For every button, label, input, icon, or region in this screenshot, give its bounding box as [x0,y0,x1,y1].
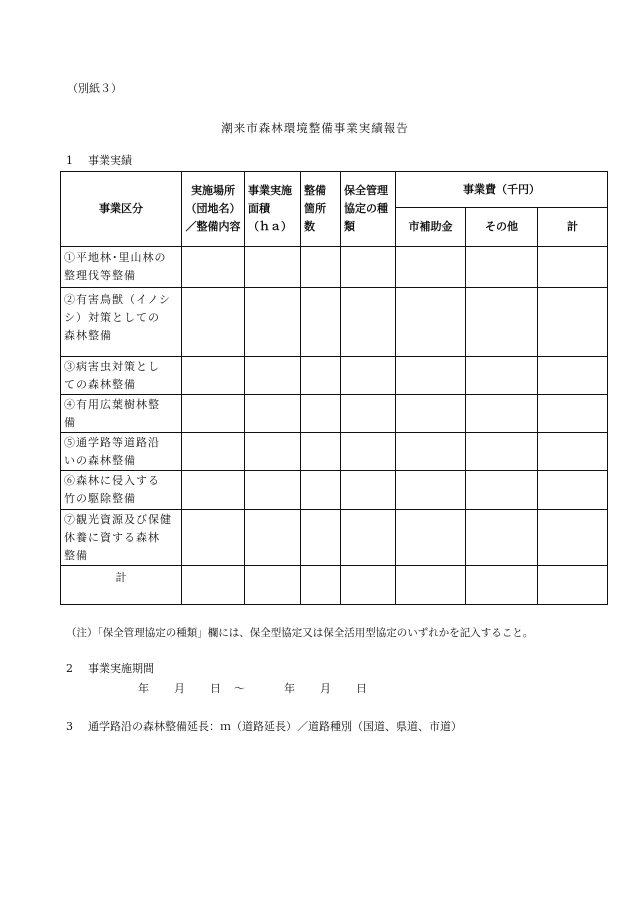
header-line: 面積 [248,202,270,215]
header-line: 整備 [304,184,326,197]
table-cell [341,433,396,471]
table-cell [396,566,466,605]
header-line: 箇所 [304,202,326,215]
header-agreement-type [341,172,396,247]
table-cell [245,471,301,510]
row-label-line: 竹の駆除整備 [64,492,136,505]
header-subsidy: 市補助金 [396,208,466,247]
table-cell [538,566,608,605]
header-area [245,172,301,247]
row-label-line: いの森林整備 [64,453,136,467]
attachment-label: （別紙３） [67,82,122,95]
row-label [61,288,182,357]
day-unit: 日 [356,682,367,695]
table-cell [538,357,608,395]
header-line: 協定の種 [344,202,388,215]
table-cell [182,357,245,395]
row-label-line: シ）対策としての [64,311,160,324]
row-label-line: ⑤通学路等道路沿 [64,435,160,449]
row-label-line: ての森林整備 [64,377,136,391]
table-cell [301,247,341,288]
table-cell [182,247,245,288]
header-line: 実施場所 [191,184,235,197]
section-number: 1 [66,154,73,167]
table-cell [301,566,341,605]
day-unit: 日 [210,682,221,695]
header-line: ／整備内容 [185,220,241,233]
month-unit: 月 [174,682,185,695]
table-cell [396,288,466,357]
header-line: 事業実施 [248,184,292,197]
table-cell [396,471,466,510]
document-title: 潮来市森林環境整備事業実績報告 [221,121,409,135]
section-number: 3 [66,720,73,733]
table-cell [466,357,538,395]
table-cell [341,510,396,566]
header-line: 類 [344,220,355,233]
table-cell [182,395,245,433]
table-cell [341,471,396,510]
table-cell [538,433,608,471]
table-cell [341,395,396,433]
section-number: 2 [66,662,73,675]
row-label [61,357,182,395]
row-label-line: ⑦観光資源及び保健 [64,512,172,526]
period-date-line [138,680,380,696]
row-label [61,247,182,288]
table-cell [245,288,301,357]
table-cell [182,288,245,357]
section-2-heading [66,660,154,676]
header-total: 計 [538,208,608,247]
table-cell [182,510,245,566]
section-title: 事業実施期間 [88,662,154,675]
table-cell [396,433,466,471]
header-other: その他 [466,208,538,247]
table-cell [396,395,466,433]
row-label [61,471,182,510]
row-label [61,395,182,433]
table-cell [341,288,396,357]
table-row [61,288,608,357]
row-label-line: 整理伐等整備 [64,269,136,282]
table-cell [466,510,538,566]
header-category: 事業区分 [61,172,182,247]
table-cell [245,247,301,288]
table-cell [538,247,608,288]
header-line: （ｈａ） [248,220,292,233]
header-line: （団地名） [185,202,241,215]
section-1-heading [66,152,132,168]
row-label [61,433,182,471]
table-cell [182,471,245,510]
table-cell [301,357,341,395]
row-label-line: ④有用広葉樹林整 [64,397,160,411]
table-cell [538,471,608,510]
table-cell [301,395,341,433]
table-row [61,471,608,510]
row-label-line: ⑥森林に侵入する [64,474,160,487]
table-row [61,357,608,395]
table-cell [396,510,466,566]
row-label-line: 整備 [64,548,88,562]
header-line: 保全管理 [344,184,388,197]
table-cell [245,395,301,433]
header-cost-group: 事業費（千円） [396,172,608,208]
row-label-line: ①平地林･里山林の [64,251,167,264]
section-3-line [66,718,462,734]
table-row [61,247,608,288]
table-cell [245,510,301,566]
table-cell [466,433,538,471]
total-row-label: 計 [61,566,182,605]
table-cell [245,433,301,471]
row-label [61,510,182,566]
month-unit: 月 [320,682,331,695]
table-cell [538,395,608,433]
table-cell [182,566,245,605]
table-cell [301,433,341,471]
table-cell [466,247,538,288]
table-cell [466,288,538,357]
table-row [61,510,608,566]
header-location [182,172,245,247]
header-count [301,172,341,247]
total-row [61,566,608,605]
table-cell [301,471,341,510]
table-cell [341,566,396,605]
table-note: （注）「保全管理協定の種類」欄には、保全型協定又は保全活用型協定のいずれかを記入すること。 [66,627,534,639]
results-table [60,171,608,605]
table-row [61,433,608,471]
table-cell [538,288,608,357]
table-cell [245,566,301,605]
row-label-line: 備 [64,415,76,429]
table-cell [466,566,538,605]
year-unit: 年 [138,682,149,695]
table-cell [466,395,538,433]
table-cell [245,357,301,395]
year-unit: 年 [284,682,295,695]
table-cell [341,357,396,395]
table-cell [466,471,538,510]
header-line: 数 [304,220,315,233]
table-cell [182,433,245,471]
table-cell [301,510,341,566]
table-row [61,395,608,433]
row-label-line: 休養に資する森林 [64,530,160,544]
section-text: 通学路沿の森林整備延長：ｍ（道路延長）／道路種別（国道、県道、市道） [88,720,462,733]
table-cell [396,357,466,395]
table-cell [341,247,396,288]
row-label-line: ③病害虫対策とし [64,359,160,373]
row-label-line: ②有害鳥獣（イノシ [64,293,171,306]
section-title: 事業実績 [88,154,132,167]
table-cell [538,510,608,566]
range-separator: ～ [234,682,245,695]
table-cell [396,247,466,288]
row-label-line: 森林整備 [64,329,112,342]
table-cell [301,288,341,357]
